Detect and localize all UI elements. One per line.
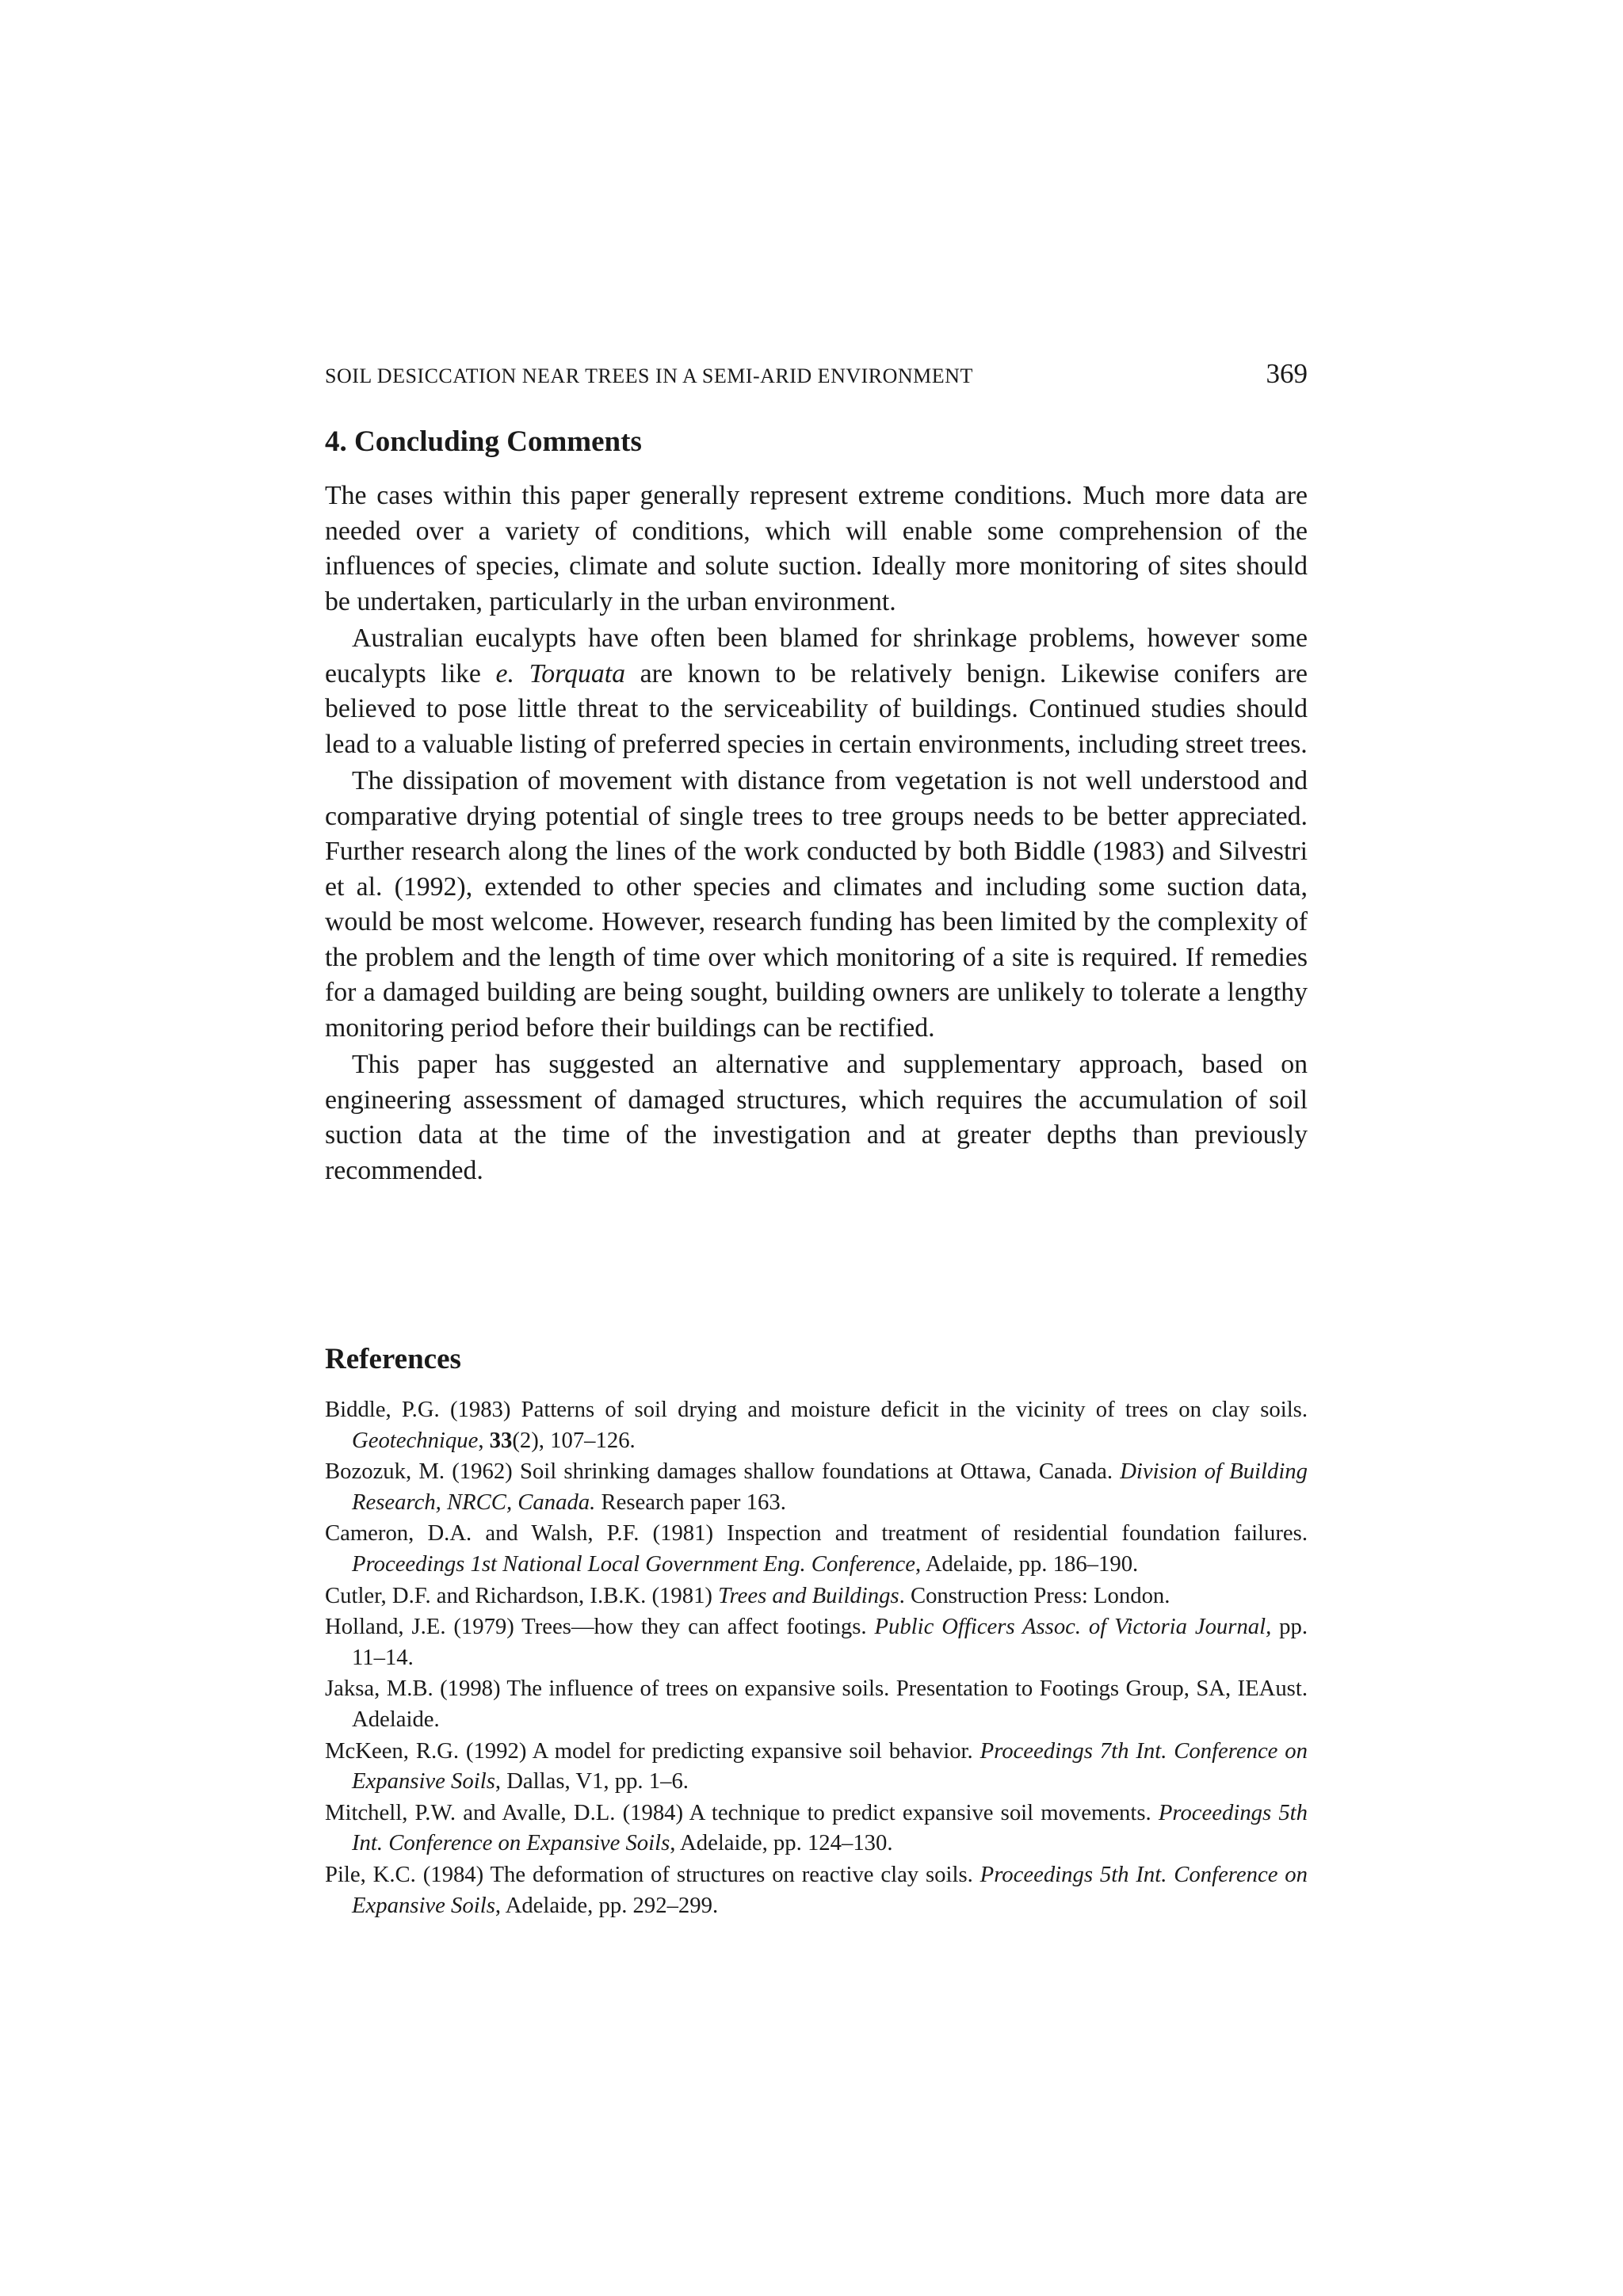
text-run: are known to be relatively benign. Likewise conifers are believed to pose little threat to the serviceability of buildings. Continued studies should lead to a valuable listing of preferred species in certain environments, including street trees. (325, 658, 1308, 759)
text-run: Holland, J.E. (1979) Trees—how they can affect footings. (325, 1614, 875, 1640)
italic-text-run: Division of Building Research, NRCC, Canada. (352, 1459, 1308, 1515)
text-run: Pile, K.C. (1984) The deformation of structures on reactive clay soils. (325, 1861, 980, 1887)
text-run: Mitchell, P.W. and Avalle, D.L. (1984) A technique to predict expansive soil movements. (325, 1799, 1159, 1825)
reference-entry (325, 1518, 1308, 1579)
text-run: Cutler, D.F. and Richardson, I.B.K. (1981) (325, 1582, 719, 1608)
text-run: , Dallas, V1, pp. 1–6. (495, 1768, 689, 1794)
reference-entry (325, 1456, 1308, 1517)
reference-entry (325, 1394, 1308, 1455)
reference-entry (325, 1673, 1308, 1734)
text-run: Research paper 163. (595, 1489, 786, 1515)
text-run: McKeen, R.G. (1992) A model for predicting expansive soil behavior. (325, 1737, 980, 1764)
reference-entry (325, 1581, 1308, 1611)
text-run: Jaksa, M.B. (1998) The influence of trees on expansive soils. Presentation to Footings Group, SA, IEAust. Adelaide. (325, 1676, 1308, 1732)
text-run: , Adelaide, pp. 124–130. (670, 1830, 893, 1856)
text-run: Bozozuk, M. (1962) Soil shrinking damages shallow foundations at Ottawa, Canada. (325, 1459, 1121, 1485)
text-run: Biddle, P.G. (1983) Patterns of soil drying and moisture deficit in the vicinity of trees on clay soils. (325, 1397, 1308, 1422)
italic-text-run: e. Torquata (495, 658, 626, 688)
section-heading: 4. Concluding Comments (325, 425, 642, 458)
italic-text-run: Proceedings 7th Int. Conference on Expansive Soils (352, 1737, 1308, 1794)
references-list (325, 1394, 1308, 1921)
bold-text-run: 33 (489, 1427, 513, 1453)
italic-text-run: Proceedings 5th Int. Conference on Expansive Soils (352, 1861, 1308, 1918)
text-run: , Adelaide, pp. 186–190. (915, 1550, 1139, 1577)
section-body (325, 479, 1308, 1190)
reference-entry (325, 1859, 1308, 1920)
text-run: , Adelaide, pp. 292–299. (495, 1892, 719, 1918)
text-run: The cases within this paper generally represent extreme conditions. Much more data are needed over a variety of conditions, which will enable some comprehension of the influences of species, climate and solute suction. Ideally more monitoring of sites should be undertaken, particularly in the urban environment. (325, 481, 1308, 616)
reference-entry (325, 1798, 1308, 1859)
body-paragraph (325, 764, 1308, 1046)
italic-text-run: Geotechnique (352, 1427, 479, 1453)
running-header (325, 358, 1308, 393)
reference-entry (325, 1611, 1308, 1672)
text-run: . Construction Press: London. (899, 1582, 1170, 1608)
text-run: Australian eucalypts have often been blamed for shrinkage problems, however some eucalypts like (325, 624, 1308, 688)
page-number: 369 (1266, 358, 1308, 389)
body-paragraph (325, 479, 1308, 620)
italic-text-run: Proceedings 1st National Local Government Eng. Conference (352, 1550, 915, 1577)
text-run: (2), 107–126. (512, 1427, 636, 1453)
italic-text-run: Public Officers Assoc. of Victoria Journal, (874, 1614, 1272, 1640)
body-paragraph (325, 621, 1308, 762)
text-run: Cameron, D.A. and Walsh, P.F. (1981) Inspection and treatment of residential foundation failures. (325, 1520, 1308, 1547)
text-run: The dissipation of movement with distance from vegetation is not well understood and comparative drying potential of single trees to tree groups needs to be better appreciated. Further research along the lines of the work conducted by both Biddle (1983) and Silvestri et al. (1992), extended to other species and climates and including some suction data, would be most welcome. However, research funding has been limited by the complexity of the problem and the length of time over which monitoring of a site is required. If remedies for a damaged building are being sought, building owners are unlikely to tolerate a lengthy monitoring period before their buildings can be rectified. (325, 766, 1308, 1043)
references-heading: References (325, 1343, 461, 1375)
italic-text-run: Proceedings 5th Int. Conference on Expansive Soils (352, 1799, 1308, 1856)
running-title: SOIL DESICCATION NEAR TREES IN A SEMI-ARID ENVIRONMENT (325, 364, 973, 387)
text-run: , (478, 1427, 490, 1453)
text-run: This paper has suggested an alternative and supplementary approach, based on engineering assessment of damaged structures, which requires the accumulation of soil suction data at the time of the investigation and at greater depths than previously recommended. (325, 1050, 1308, 1185)
italic-text-run: Trees and Buildings (718, 1582, 899, 1608)
reference-entry (325, 1736, 1308, 1797)
text-run: pp. 11–14. (352, 1614, 1308, 1670)
body-paragraph (325, 1047, 1308, 1188)
